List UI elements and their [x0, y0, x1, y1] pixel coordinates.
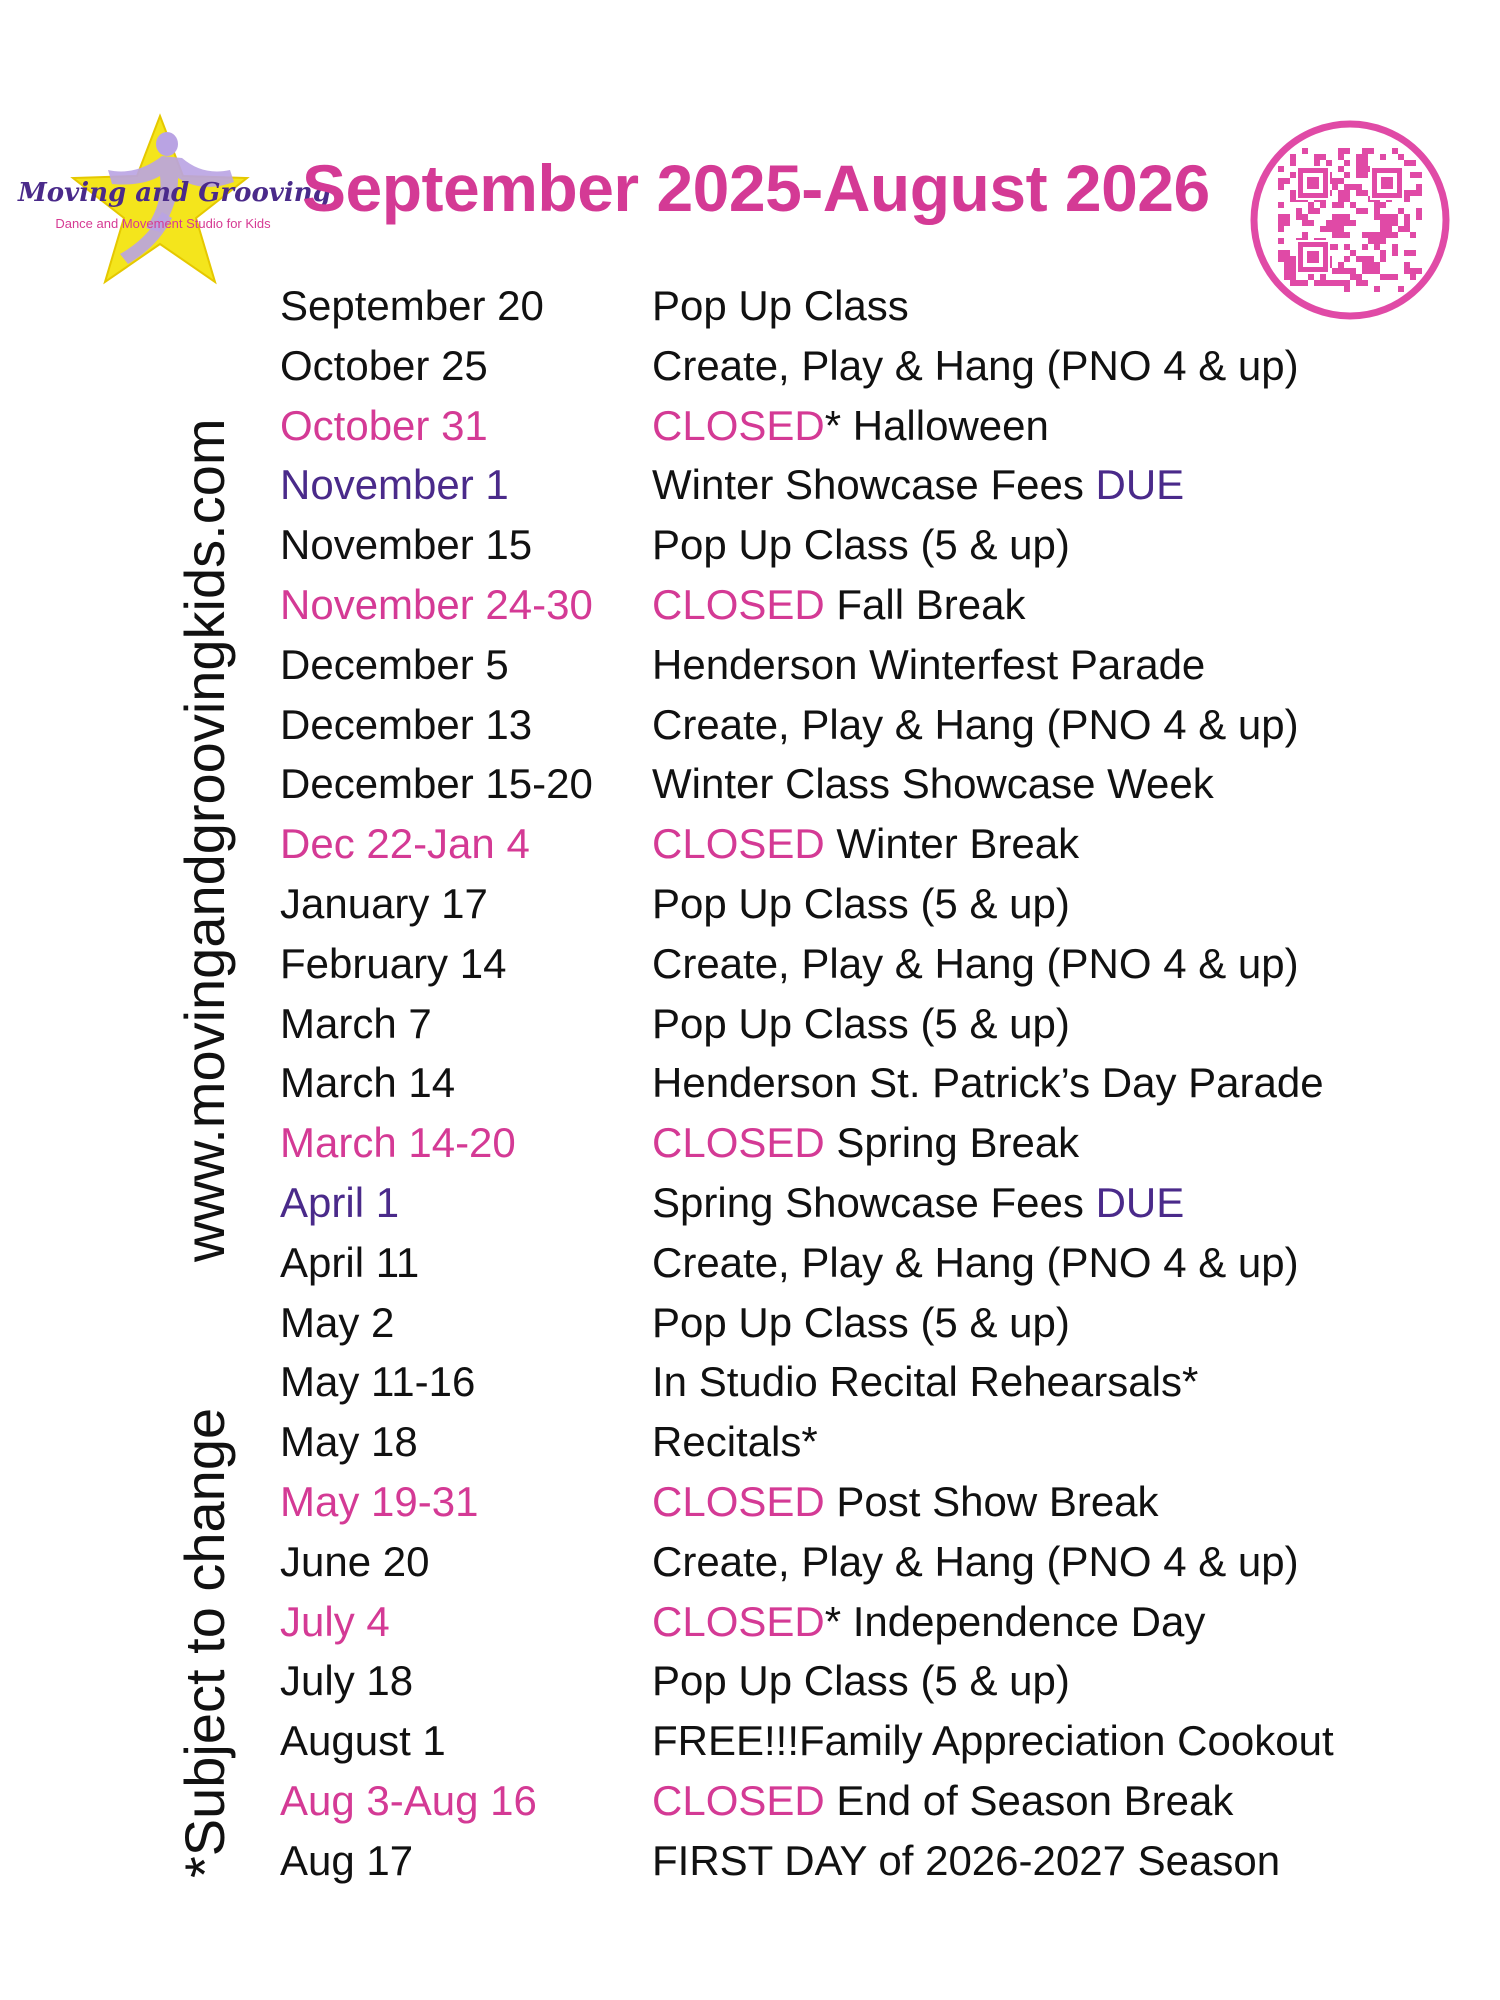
- event-date: December 13: [280, 700, 533, 748]
- event-row: [280, 1113, 1360, 1173]
- event-text: Post Show Break: [824, 1477, 1159, 1525]
- event-description: [652, 934, 1299, 994]
- event-date: May 2: [280, 1298, 395, 1346]
- event-text: Winter Break: [824, 820, 1080, 868]
- event-row: [280, 1532, 1360, 1592]
- event-row: [280, 1472, 1360, 1532]
- event-description: [652, 1771, 1233, 1831]
- event-text: Create, Play & Hang (PNO 4 & up): [652, 341, 1299, 389]
- event-text: Pop Up Class (5 & up): [652, 1657, 1070, 1705]
- event-date: December 15-20: [280, 760, 593, 808]
- subject-to-change-note: *Subject to change: [173, 1407, 236, 1878]
- event-description: [652, 1173, 1184, 1233]
- event-description: [652, 754, 1214, 814]
- closed-label: CLOSED: [652, 401, 825, 449]
- event-date: Aug 3-Aug 16: [280, 1776, 537, 1824]
- event-text: Create, Play & Hang (PNO 4 & up): [652, 700, 1299, 748]
- event-row: [280, 754, 1360, 814]
- event-description: [652, 336, 1299, 396]
- event-list: [280, 276, 1360, 1891]
- event-description: [652, 1532, 1299, 1592]
- event-text: Spring Break: [824, 1119, 1080, 1167]
- event-date: December 5: [280, 640, 509, 688]
- event-text: End of Season Break: [824, 1776, 1234, 1824]
- event-row: [280, 1233, 1360, 1293]
- closed-label: CLOSED: [652, 1776, 825, 1824]
- event-row: [280, 695, 1360, 755]
- event-row: [280, 575, 1360, 635]
- event-description: [652, 455, 1184, 515]
- event-date: November 15: [280, 521, 533, 569]
- event-description: [652, 1472, 1159, 1532]
- event-description: [652, 1592, 1205, 1652]
- event-date: October 31: [280, 401, 488, 449]
- event-row: [280, 814, 1360, 874]
- event-row: [280, 934, 1360, 994]
- event-row: [280, 1651, 1360, 1711]
- event-row: [280, 1831, 1360, 1891]
- event-date: Dec 22-Jan 4: [280, 820, 530, 868]
- event-text: FIRST DAY of 2026-2027 Season: [652, 1836, 1281, 1884]
- event-text: Henderson Winterfest Parade: [652, 640, 1206, 688]
- event-description: [652, 1412, 818, 1472]
- event-row: [280, 1412, 1360, 1472]
- event-description: [652, 1053, 1324, 1113]
- event-text: Spring Showcase Fees: [652, 1178, 1096, 1226]
- event-date: May 19-31: [280, 1477, 479, 1525]
- event-date: November 1: [280, 461, 509, 509]
- event-row: [280, 1352, 1360, 1412]
- due-label: DUE: [1095, 1178, 1185, 1226]
- event-description: [652, 1651, 1070, 1711]
- event-row: [280, 994, 1360, 1054]
- event-date: May 11-16: [280, 1358, 476, 1406]
- event-date: May 18: [280, 1418, 418, 1466]
- event-text: * Halloween: [824, 401, 1049, 449]
- event-row: [280, 635, 1360, 695]
- studio-logo: [12, 112, 331, 302]
- event-date: Aug 17: [280, 1836, 414, 1884]
- event-text: Recitals*: [652, 1418, 818, 1466]
- event-row: [280, 515, 1360, 575]
- event-text: Pop Up Class (5 & up): [652, 879, 1070, 927]
- event-description: [652, 1352, 1198, 1412]
- event-row: [280, 455, 1360, 515]
- event-date: October 25: [280, 341, 488, 389]
- brand-tagline: Dance and Movement Studio for Kids: [55, 216, 271, 231]
- event-row: [280, 1592, 1360, 1652]
- brand-name: Moving and Grooving: [18, 178, 331, 208]
- event-row: [280, 1173, 1360, 1233]
- event-date: September 20: [280, 282, 544, 329]
- event-date: July 4: [280, 1597, 390, 1645]
- event-text: In Studio Recital Rehearsals*: [652, 1358, 1199, 1406]
- closed-label: CLOSED: [652, 1597, 825, 1645]
- event-text: Pop Up Class: [652, 282, 909, 329]
- event-date: April 1: [280, 1178, 400, 1226]
- page-title: September 2025-August 2026: [302, 151, 1210, 225]
- event-text: Henderson St. Patrick’s Day Parade: [652, 1059, 1324, 1107]
- event-date: March 7: [280, 999, 432, 1047]
- event-description: [652, 874, 1070, 934]
- event-date: March 14: [280, 1059, 456, 1107]
- event-row: [280, 1053, 1360, 1113]
- event-description: [652, 515, 1070, 575]
- event-date: March 14-20: [280, 1119, 516, 1167]
- event-row: [280, 874, 1360, 934]
- closed-label: CLOSED: [652, 580, 825, 628]
- event-text: Winter Class Showcase Week: [652, 760, 1214, 808]
- event-date: January 17: [280, 879, 488, 927]
- website-url[interactable]: www.movingandgroovingkids.com: [173, 418, 236, 1262]
- event-date: August 1: [280, 1717, 446, 1765]
- event-text: * Independence Day: [824, 1597, 1206, 1645]
- event-row: [280, 336, 1360, 396]
- event-text: Pop Up Class (5 & up): [652, 999, 1070, 1047]
- event-description: [652, 1113, 1079, 1173]
- event-description: [652, 814, 1079, 874]
- event-text: Pop Up Class (5 & up): [652, 521, 1070, 569]
- event-description: [652, 695, 1299, 755]
- event-text: Fall Break: [824, 580, 1026, 628]
- event-date: November 24-30: [280, 580, 593, 628]
- event-text: Create, Play & Hang (PNO 4 & up): [652, 1537, 1299, 1585]
- event-description: [652, 276, 909, 336]
- event-text: Winter Showcase Fees: [652, 461, 1096, 509]
- event-description: [652, 635, 1205, 695]
- event-date: July 18: [280, 1657, 414, 1705]
- event-description: [652, 1293, 1070, 1353]
- event-text: FREE!!!Family Appreciation Cookout: [652, 1717, 1334, 1765]
- event-row: [280, 1293, 1360, 1353]
- event-description: [652, 575, 1025, 635]
- event-date: February 14: [280, 939, 507, 987]
- event-text: Create, Play & Hang (PNO 4 & up): [652, 939, 1299, 987]
- event-date: June 20: [280, 1537, 430, 1585]
- due-label: DUE: [1095, 461, 1185, 509]
- event-description: [652, 396, 1049, 456]
- closed-label: CLOSED: [652, 1119, 825, 1167]
- event-date: April 11: [280, 1238, 420, 1286]
- event-row: [280, 1771, 1360, 1831]
- event-row: [280, 396, 1360, 456]
- event-description: [652, 1831, 1280, 1891]
- event-description: [652, 1711, 1334, 1771]
- event-row: [280, 1711, 1360, 1771]
- closed-label: CLOSED: [652, 1477, 825, 1525]
- event-description: [652, 1233, 1299, 1293]
- closed-label: CLOSED: [652, 820, 825, 868]
- event-text: Pop Up Class (5 & up): [652, 1298, 1070, 1346]
- event-row: [280, 276, 1360, 336]
- event-description: [652, 994, 1070, 1054]
- event-text: Create, Play & Hang (PNO 4 & up): [652, 1238, 1299, 1286]
